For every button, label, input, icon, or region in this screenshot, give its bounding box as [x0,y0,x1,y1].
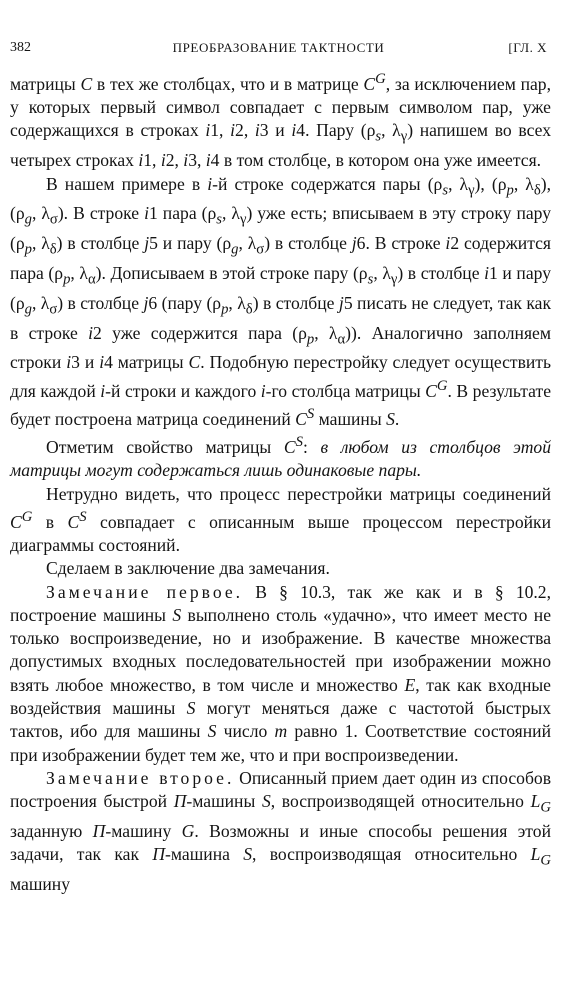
paragraph-4: Нетрудно видеть, что процесс перестройки матрицы соединений $C^G$ в $C^S$ совпадает с описанным выше процессом перестройки диаграммы состояний. [10,483,551,555]
paragraph-2: В нашем примере в i-й строке содержатся пары ($\rho_s$, $\lambda_\gamma$), ($\rho_p$, $\lambda_\delta$), ($\rho_g$, $\lambda_\sigma$). В строке i1 пара ($\rho_s$, $\lambda_\gamma$) уже есть; вписываем в эту строку пару ($\rho_p$, $\lambda_\delta$) в столбце j5 и пару ($\rho_g$, $\lambda_\sigma$) в столбце j6. В строке i2 содержится пара ($\rho_p$, $\lambda_\alpha$). Дописываем в этой строке пару ($\rho_s$, $\lambda_\gamma$) в столбце i1 и пару ($\rho_g$, $\lambda_\sigma$) в столбце j6 (пару ($\rho_p$, $\lambda_\delta$) в столбце j5 писать не следует, так как в строке i2 уже содержится пара ($\rho_p$, $\lambda_\alpha$)). Аналогично заполняем строки i3 и i4 матрицы C. Подобную перестройку следует осуществить для каждой i-й строки и каждого i-го столбца матрицы $C^G$. В результате будет построена матрица соединений $C^S$ машины S. [10,173,552,429]
paragraph-5: Сделаем в заключение два замечания. [46,558,330,579]
paragraph-6: Замечание первое. В § 10.3, так же как и в § 10.2, построение машины S выполнено столь «удачно», что имеет место не только воспроизведение, но и изображение. В качестве множества допустимых входных последовательностей при изображении можно взять любое множество, в том числе и множество E, так как входные воздействия машины S могут меняться даже с частотой быстрых тактов, ибо для машины S число m равно 1. Соответствие состояний при изображении будет тем же, что и при воспроизведении. [10,581,552,765]
paragraph-3: Отметим свойство матрицы $C^S$: в любом из столбцов этой матрицы могут содержаться лишь одинаковые пары. [10,434,551,481]
page-number: 382 [10,40,31,55]
paragraph-7: Замечание второе. Описанный прием дает один из способов построения быстрой П-машины S, воспроизводящей относительно $L_G$ заданную П-машину G. Возможны и иные способы решения этой задачи, так как П-машина S, воспроизводящая относительно $L_G$ машину [10,767,551,895]
main-text [10,68,551,896]
running-title: ПРЕОБРАЗОВАНИЕ ТАКТНОСТИ [172,40,385,55]
paragraph-1: матрицы C в тех же столбцах, что и в матрице $C^G$, за исключением пар, у которых первый символ совпадает с первым символом пар, уже содержащихся в строках i1, i2, i3 и i4. Пару ($\rho_s$, $\lambda_\gamma$) напишем во всех четырех строках i1, i2, i3, i4 в том столбце, в котором она уже имеется. [10,71,552,171]
chapter-marker: [ГЛ. X [508,40,547,55]
running-header [10,37,547,59]
